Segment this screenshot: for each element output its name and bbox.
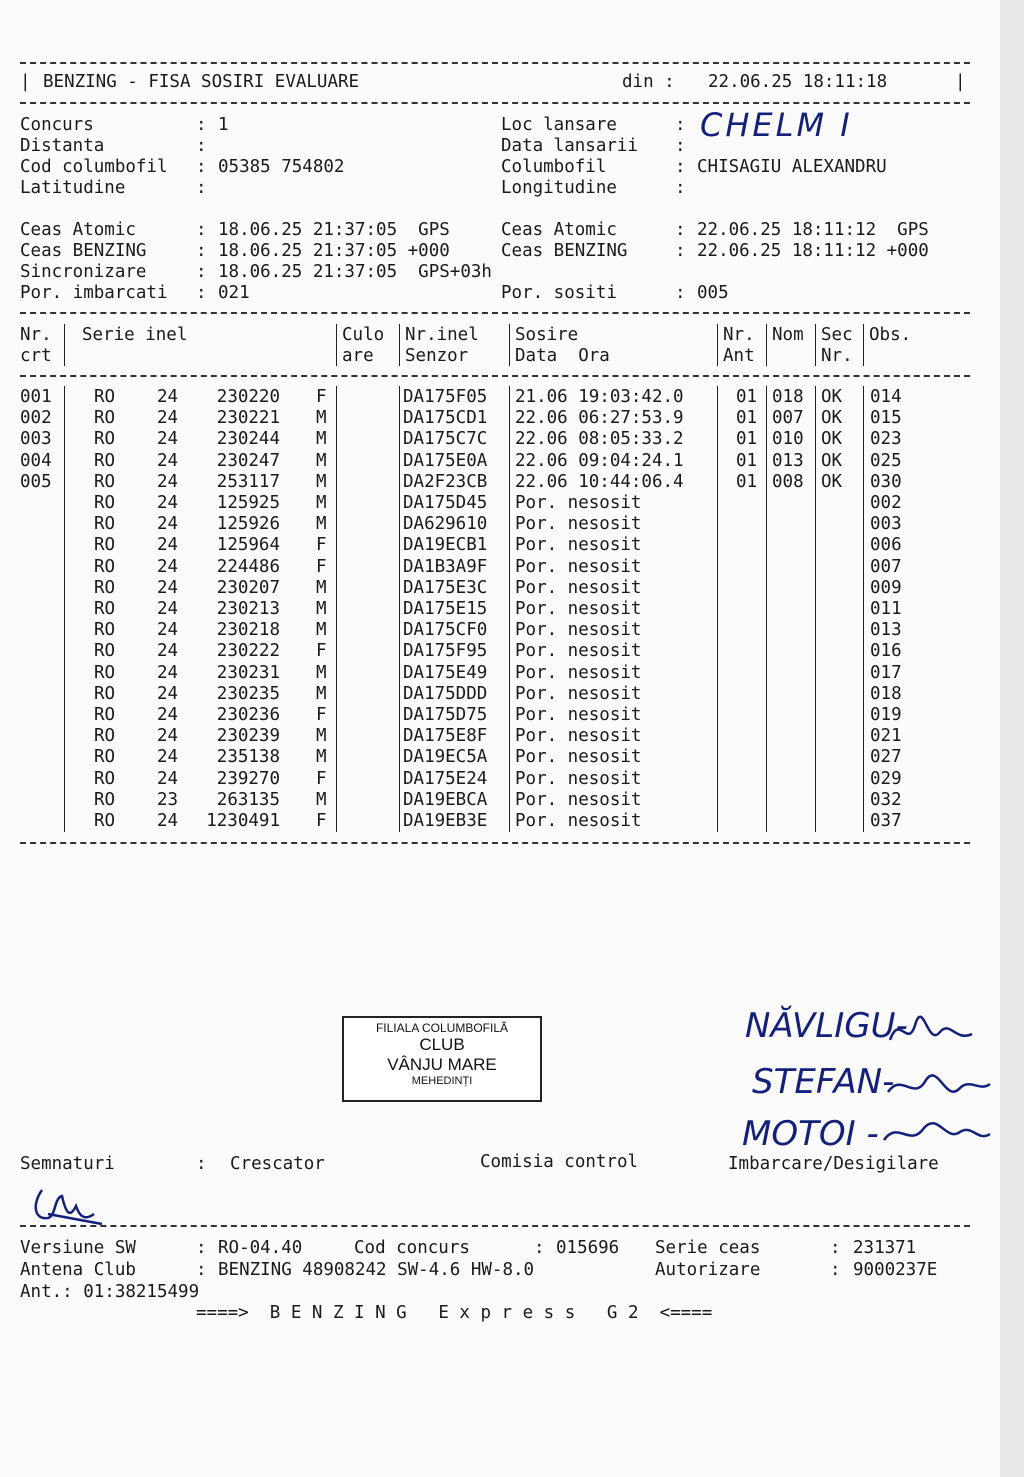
cell-sensor: DA175E0A	[403, 450, 488, 471]
info-label: Longitudine	[501, 178, 617, 198]
stamp-line: FILIALA COLUMBOFILĂ	[375, 1021, 509, 1035]
info-value: 05385 754802	[218, 157, 345, 177]
cell-arrival: Por. nesosit	[515, 641, 642, 662]
cell-sensor: DA175F95	[403, 641, 488, 662]
cell-ring: 230220	[216, 387, 280, 407]
info-colon: :	[675, 136, 686, 156]
col-divider	[863, 324, 864, 366]
cell-arrival: Por. nesosit	[515, 556, 642, 577]
cell-year: 24	[157, 471, 179, 492]
col-divider	[717, 324, 718, 366]
col-divider	[336, 386, 337, 832]
clock-value: 22.06.25 18:11:12 +000	[697, 241, 929, 261]
cell-obs: 037	[870, 811, 902, 831]
clock-colon: :	[196, 283, 207, 303]
cell-obs: 009	[870, 577, 902, 598]
clock-value: 18.06.25 21:37:05 GPS+03h	[218, 262, 492, 282]
cell-sec: OK	[821, 471, 843, 492]
cell-year: 24	[157, 768, 179, 789]
cell-country: RO	[94, 535, 116, 556]
footer-colon: :	[196, 1238, 207, 1258]
col-divider	[766, 324, 767, 366]
cell-ring: 239270	[216, 768, 280, 789]
cell-country: RO	[94, 662, 116, 683]
clock-label: Por. sositi	[501, 283, 617, 303]
cell-nr: 001	[20, 387, 52, 407]
cell-year: 24	[157, 493, 179, 513]
cell-obs: 021	[870, 726, 902, 747]
cell-obs: 025	[870, 450, 902, 471]
footer-serie-label: Serie ceas	[655, 1238, 761, 1258]
col-divider	[815, 324, 816, 366]
header-din-label: din :	[622, 72, 675, 92]
cell-arrival: Por. nesosit	[515, 577, 642, 598]
cell-year: 24	[157, 662, 179, 683]
clock-label: Ceas Atomic	[20, 220, 136, 240]
cell-arrival: 22.06 06:27:53.9	[515, 408, 684, 429]
cell-sensor: DA175CD1	[403, 408, 488, 429]
cell-obs: 006	[870, 535, 902, 556]
info-colon: :	[196, 178, 207, 198]
info-label: Latitudine	[20, 178, 126, 198]
clock-colon: :	[675, 220, 686, 240]
col-divider	[64, 386, 65, 832]
col-divider	[509, 324, 510, 366]
cell-country: RO	[94, 556, 116, 577]
cell-ring: 230207	[216, 577, 280, 598]
cell-country: RO	[94, 747, 116, 768]
cell-ring: 230213	[216, 599, 280, 619]
cell-year: 24	[157, 641, 179, 662]
footer-banner: ====> B E N Z I N G E x p r e s s G 2 <====	[196, 1303, 713, 1323]
breeder-signature	[28, 1184, 108, 1230]
stamp-line: VÂNJU MARE	[387, 1055, 497, 1074]
clock-label: Ceas BENZING	[501, 241, 628, 261]
cell-nr: 005	[20, 471, 52, 492]
cell-sex: M	[316, 747, 327, 768]
cell-ring: 230221	[216, 408, 280, 429]
cell-ring: 1230491	[206, 811, 280, 831]
clock-colon: :	[196, 241, 207, 261]
cell-sex: M	[316, 789, 327, 810]
header-bar-left: |	[20, 72, 31, 92]
cell-sex: M	[316, 662, 327, 683]
cell-sensor: DA19ECB1	[403, 535, 488, 556]
cell-country: RO	[94, 429, 116, 450]
cell-sensor: DA19EB3E	[403, 811, 488, 831]
cell-obs: 017	[870, 662, 902, 683]
col-divider	[766, 386, 767, 832]
col-divider	[64, 324, 65, 366]
cell-country: RO	[94, 493, 116, 513]
footer-colon: :	[830, 1238, 841, 1258]
signature-crescator: Crescator	[230, 1154, 325, 1174]
header-title: BENZING - FISA SOSIRI EVALUARE	[43, 72, 360, 92]
dashed-rule	[20, 62, 970, 64]
cell-year: 24	[157, 599, 179, 619]
handwritten-name: STEFAN-	[752, 1062, 895, 1102]
cell-sex: F	[316, 641, 327, 662]
cell-sensor: DA175E15	[403, 599, 488, 619]
cell-sensor: DA175E49	[403, 662, 488, 683]
cell-nr: 003	[20, 429, 52, 450]
cell-sex: F	[316, 556, 327, 577]
footer-serie-value: 231371	[853, 1238, 917, 1258]
col-header-are: are	[342, 346, 374, 366]
cell-obs: 023	[870, 429, 902, 450]
cell-arrival: 22.06 10:44:06.4	[515, 471, 684, 492]
cell-obs: 019	[870, 705, 902, 725]
clock-colon: :	[675, 283, 686, 303]
cell-nom: 018	[772, 387, 804, 407]
footer-cod-label: Cod concurs	[354, 1238, 470, 1258]
cell-ant: 01	[736, 387, 758, 407]
cell-country: RO	[94, 577, 116, 598]
cell-sex: M	[316, 429, 327, 450]
cell-sensor: DA2F23CB	[403, 471, 488, 492]
cell-sec: OK	[821, 387, 843, 407]
cell-arrival: Por. nesosit	[515, 705, 642, 725]
cell-country: RO	[94, 471, 116, 492]
cell-obs: 015	[870, 408, 902, 429]
cell-ring: 230239	[216, 726, 280, 747]
col-header-crt: crt	[20, 346, 52, 366]
cell-sex: M	[316, 408, 327, 429]
cell-ring: 230218	[216, 620, 280, 641]
clock-label: Ceas Atomic	[501, 220, 617, 240]
info-label: Cod columbofil	[20, 157, 168, 177]
header-bar-right: |	[955, 72, 966, 92]
dashed-rule	[20, 312, 970, 314]
footer-versiune-value: RO-04.40	[218, 1238, 303, 1258]
cell-arrival: Por. nesosit	[515, 726, 642, 747]
cell-sex: F	[316, 387, 327, 407]
info-colon: :	[675, 115, 686, 135]
cell-year: 24	[157, 577, 179, 598]
handwritten-name: NĂVLIGU-	[745, 1006, 908, 1046]
footer-autorizare-value: 9000237E	[853, 1260, 938, 1280]
cell-year: 24	[157, 683, 179, 704]
cell-country: RO	[94, 683, 116, 704]
footer-colon: :	[534, 1238, 545, 1258]
cell-sex: M	[316, 726, 327, 747]
footer-cod-value: 015696	[556, 1238, 620, 1258]
cell-sex: M	[316, 577, 327, 598]
clock-value: 22.06.25 18:11:12 GPS	[697, 220, 929, 240]
cell-sensor: DA175DDD	[403, 683, 488, 704]
cell-ring: 230235	[216, 683, 280, 704]
cell-nom: 007	[772, 408, 804, 429]
footer-antena-value: BENZING 48908242 SW-4.6 HW-8.0	[218, 1260, 535, 1280]
clock-label: Sincronizare	[20, 262, 147, 282]
clock-colon: :	[675, 241, 686, 261]
cell-arrival: Por. nesosit	[515, 493, 642, 513]
cell-country: RO	[94, 620, 116, 641]
cell-country: RO	[94, 726, 116, 747]
cell-year: 24	[157, 726, 179, 747]
cell-country: RO	[94, 705, 116, 725]
cell-year: 24	[157, 620, 179, 641]
cell-obs: 007	[870, 556, 902, 577]
cell-ring: 224486	[216, 556, 280, 577]
cell-obs: 030	[870, 471, 902, 492]
cell-sensor: DA175E3C	[403, 577, 488, 598]
cell-ring: 230244	[216, 429, 280, 450]
club-stamp	[342, 1016, 542, 1102]
info-value: CHISAGIU ALEXANDRU	[697, 157, 887, 177]
cell-obs: 018	[870, 683, 902, 704]
cell-ring: 235138	[216, 747, 280, 768]
cell-sex: M	[316, 620, 327, 641]
cell-sex: M	[316, 471, 327, 492]
cell-obs: 029	[870, 768, 902, 789]
cell-year: 24	[157, 429, 179, 450]
cell-sensor: DA19EBCA	[403, 789, 488, 810]
cell-nr: 002	[20, 408, 52, 429]
clock-label: Por. imbarcati	[20, 283, 168, 303]
cell-country: RO	[94, 641, 116, 662]
cell-ring: 125925	[216, 493, 280, 513]
cell-arrival: 22.06 08:05:33.2	[515, 429, 684, 450]
cell-obs: 032	[870, 789, 902, 810]
cell-sensor: DA175C7C	[403, 429, 488, 450]
handwritten-name: MOTOI -	[742, 1114, 879, 1154]
cell-obs: 002	[870, 493, 902, 513]
col-divider	[815, 386, 816, 832]
header-din-value: 22.06.25 18:11:18	[708, 72, 888, 92]
cell-sex: F	[316, 535, 327, 556]
cell-country: RO	[94, 387, 116, 407]
footer-autorizare-label: Autorizare	[655, 1260, 761, 1280]
cell-arrival: Por. nesosit	[515, 683, 642, 704]
cell-nr: 004	[20, 450, 52, 471]
cell-year: 23	[157, 789, 179, 810]
cell-sensor: DA175E24	[403, 768, 488, 789]
info-colon: :	[196, 157, 207, 177]
cell-arrival: Por. nesosit	[515, 811, 642, 831]
col-divider	[509, 386, 510, 832]
clock-value: 18.06.25 21:37:05 GPS	[218, 220, 450, 240]
cell-year: 24	[157, 705, 179, 725]
cell-sex: M	[316, 683, 327, 704]
cell-sec: OK	[821, 450, 843, 471]
cell-sec: OK	[821, 429, 843, 450]
col-divider	[863, 386, 864, 832]
cell-sensor: DA175CF0	[403, 620, 488, 641]
info-colon: :	[196, 115, 207, 135]
cell-country: RO	[94, 450, 116, 471]
cell-country: RO	[94, 789, 116, 810]
dashed-rule	[20, 842, 970, 844]
dashed-rule	[20, 102, 970, 104]
col-header-sec: Sec	[821, 325, 853, 345]
cell-year: 24	[157, 408, 179, 429]
signature-scribbles	[880, 992, 1000, 1162]
col-header-sosire: Sosire	[515, 325, 579, 345]
footer-colon: :	[830, 1260, 841, 1280]
cell-arrival: 21.06 19:03:42.0	[515, 387, 684, 407]
footer-colon: :	[196, 1260, 207, 1280]
cell-arrival: Por. nesosit	[515, 789, 642, 810]
cell-arrival: 22.06 09:04:24.1	[515, 450, 684, 471]
cell-ring: 230222	[216, 641, 280, 662]
cell-ring: 125926	[216, 514, 280, 535]
col-header-senzor: Senzor	[405, 346, 469, 366]
clock-colon: :	[196, 262, 207, 282]
clock-label: Ceas BENZING	[20, 241, 147, 261]
footer-versiune-label: Versiune SW	[20, 1238, 136, 1258]
cell-country: RO	[94, 514, 116, 535]
cell-obs: 014	[870, 387, 902, 407]
cell-arrival: Por. nesosit	[515, 620, 642, 641]
cell-year: 24	[157, 387, 179, 407]
col-divider	[399, 386, 400, 832]
cell-ring: 230236	[216, 705, 280, 725]
info-label: Concurs	[20, 115, 94, 135]
cell-arrival: Por. nesosit	[515, 599, 642, 619]
cell-obs: 011	[870, 599, 902, 619]
col-header-nom: Nom	[772, 325, 804, 345]
cell-ring: 230231	[216, 662, 280, 683]
clock-value: 18.06.25 21:37:05 +000	[218, 241, 450, 261]
stamp-line: MEHEDINȚI	[411, 1075, 473, 1087]
cell-country: RO	[94, 599, 116, 619]
cell-arrival: Por. nesosit	[515, 535, 642, 556]
cell-obs: 003	[870, 514, 902, 535]
cell-nom: 013	[772, 450, 804, 471]
signature-comisia: Comisia control	[480, 1152, 639, 1172]
col-header-sec-nr: Nr.	[821, 346, 853, 366]
cell-sex: F	[316, 705, 327, 725]
info-label: Data lansarii	[501, 136, 638, 156]
cell-year: 24	[157, 450, 179, 471]
cell-country: RO	[94, 811, 116, 831]
cell-sensor: DA175D75	[403, 705, 488, 725]
col-divider	[399, 324, 400, 366]
col-header-serie: Serie inel	[82, 325, 188, 345]
cell-sensor: DA175F05	[403, 387, 488, 407]
cell-ring: 253117	[216, 471, 280, 492]
info-label: Loc lansare	[501, 115, 617, 135]
col-header-culo: Culo	[342, 325, 385, 345]
cell-arrival: Por. nesosit	[515, 768, 642, 789]
cell-arrival: Por. nesosit	[515, 747, 642, 768]
cell-sensor: DA175E8F	[403, 726, 488, 747]
loc-lansare-handwritten: CHELM I	[700, 106, 853, 144]
footer-antena-label: Antena Club	[20, 1260, 136, 1280]
cell-sensor: DA1B3A9F	[403, 556, 488, 577]
col-header-nr: Nr.	[20, 325, 52, 345]
cell-sensor: DA19EC5A	[403, 747, 488, 768]
cell-ant: 01	[736, 408, 758, 429]
cell-obs: 013	[870, 620, 902, 641]
clock-value: 021	[218, 283, 250, 303]
dashed-rule	[20, 375, 970, 377]
cell-obs: 027	[870, 747, 902, 768]
cell-sec: OK	[821, 408, 843, 429]
col-divider	[717, 386, 718, 832]
cell-year: 24	[157, 811, 179, 831]
col-header-data-ora: Data Ora	[515, 346, 610, 366]
info-colon: :	[675, 178, 686, 198]
cell-arrival: Por. nesosit	[515, 514, 642, 535]
col-divider	[336, 324, 337, 366]
col-header-nr-inel: Nr.inel	[405, 325, 479, 345]
cell-ant: 01	[736, 429, 758, 450]
cell-year: 24	[157, 747, 179, 768]
cell-sex: F	[316, 768, 327, 789]
cell-sex: M	[316, 493, 327, 513]
cell-ant: 01	[736, 450, 758, 471]
cell-ring: 263135	[216, 789, 280, 810]
cell-ant: 01	[736, 471, 758, 492]
col-header-nr-ant: Nr.	[723, 325, 755, 345]
cell-sensor: DA175D45	[403, 493, 488, 513]
cell-country: RO	[94, 768, 116, 789]
signature-imbarcare: Imbarcare/Desigilare	[728, 1154, 939, 1174]
footer-ant-line: Ant.: 01:38215499	[20, 1282, 200, 1302]
cell-sex: M	[316, 450, 327, 471]
cell-ring: 230247	[216, 450, 280, 471]
cell-sex: F	[316, 811, 327, 831]
signatures-colon: :	[196, 1154, 207, 1174]
clock-value: 005	[697, 283, 729, 303]
stamp-line: CLUB	[419, 1035, 465, 1054]
clock-colon: :	[196, 220, 207, 240]
col-header-obs: Obs.	[869, 325, 912, 345]
cell-year: 24	[157, 556, 179, 577]
cell-sensor: DA629610	[403, 514, 488, 535]
info-colon: :	[196, 136, 207, 156]
cell-ring: 125964	[216, 535, 280, 556]
cell-year: 24	[157, 514, 179, 535]
info-value: 1	[218, 115, 229, 135]
info-label: Columbofil	[501, 157, 607, 177]
info-label: Distanta	[20, 136, 105, 156]
cell-year: 24	[157, 535, 179, 556]
cell-nom: 010	[772, 429, 804, 450]
cell-sex: M	[316, 514, 327, 535]
signatures-label: Semnaturi	[20, 1154, 115, 1174]
cell-nom: 008	[772, 471, 804, 492]
cell-obs: 016	[870, 641, 902, 662]
col-header-ant: Ant	[723, 346, 755, 366]
info-colon: :	[675, 157, 686, 177]
cell-country: RO	[94, 408, 116, 429]
cell-arrival: Por. nesosit	[515, 662, 642, 683]
dashed-rule	[20, 1225, 970, 1227]
cell-sex: M	[316, 599, 327, 619]
